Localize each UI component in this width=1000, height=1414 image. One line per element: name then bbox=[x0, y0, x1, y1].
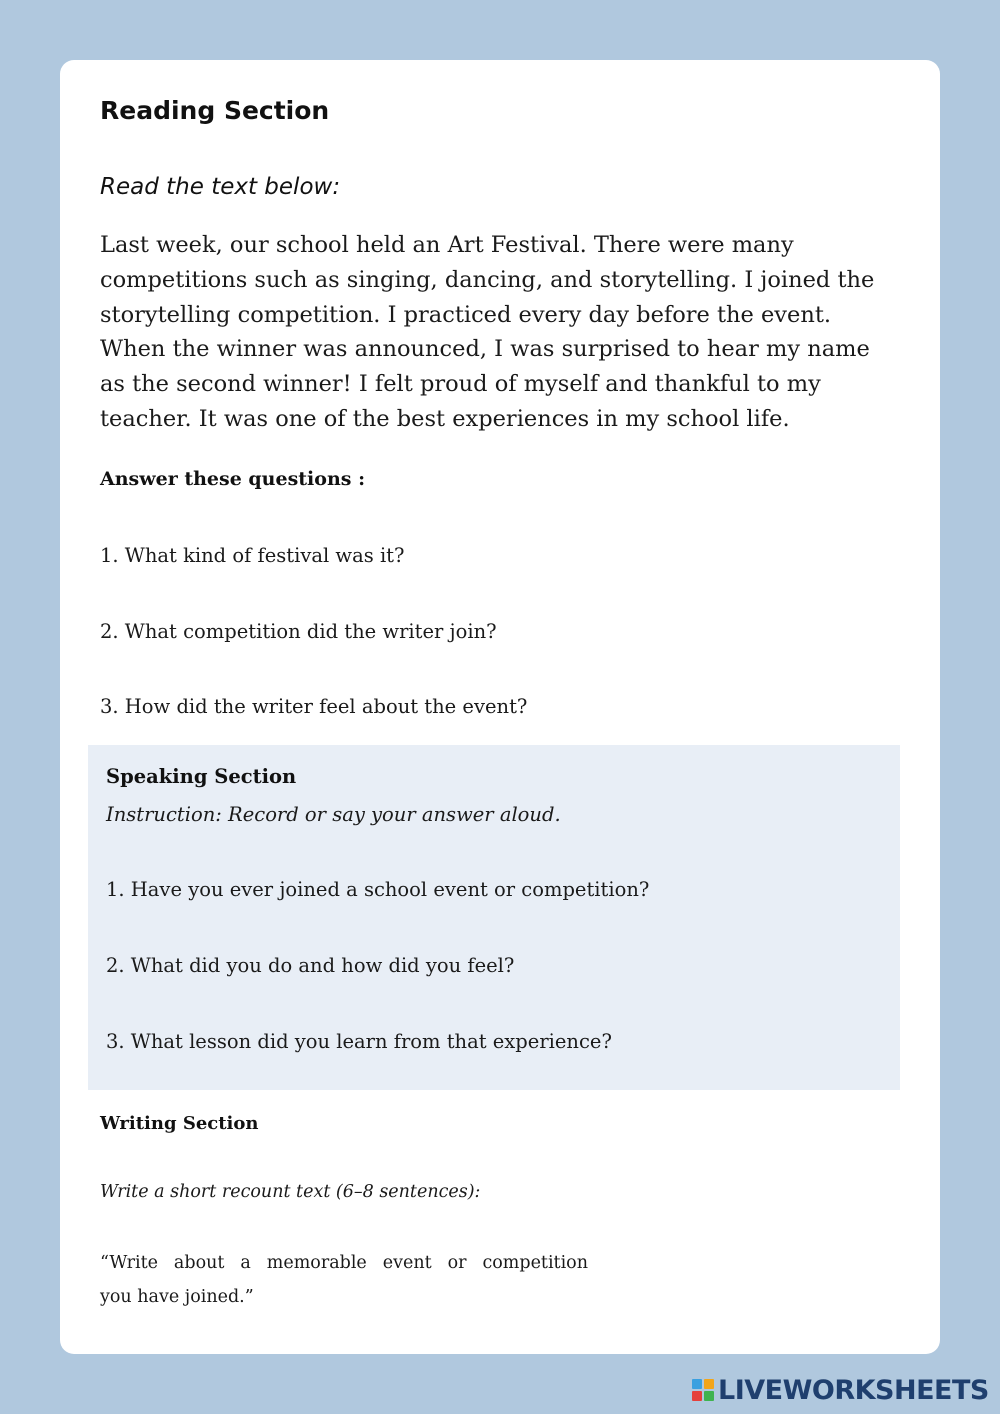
writing-prompt-line: “Write about a memorable event or competition bbox=[100, 1253, 588, 1273]
speaking-instruction: Instruction: Record or say your answer aloud. bbox=[106, 803, 561, 826]
passage-line: teacher. It was one of the best experiences in my school life. bbox=[100, 405, 790, 432]
passage-line: Last week, our school held an Art Festival. There were many bbox=[100, 232, 794, 258]
logo-tile bbox=[692, 1379, 702, 1389]
reading-instruction: Read the text below: bbox=[100, 174, 341, 200]
speaking-section bbox=[88, 745, 900, 1090]
reading-question-2: 2. What competition did the writer join? bbox=[100, 620, 497, 643]
passage-line: storytelling competition. I practiced every day before the event. bbox=[100, 301, 832, 328]
reading-passage bbox=[100, 228, 910, 437]
logo-tile bbox=[704, 1379, 714, 1389]
writing-prompt bbox=[100, 1246, 588, 1314]
writing-prompt-line: you have joined.” bbox=[100, 1287, 254, 1307]
speaking-question-2: 2. What did you do and how did you feel? bbox=[106, 954, 515, 977]
logo-tile bbox=[692, 1391, 702, 1401]
liveworksheets-brand bbox=[692, 1373, 989, 1407]
questions-heading: Answer these questions : bbox=[100, 468, 366, 490]
passage-line: competitions such as singing, dancing, and storytelling. I joined the bbox=[100, 266, 875, 293]
speaking-question-1: 1. Have you ever joined a school event or competition? bbox=[106, 878, 650, 901]
writing-instruction: Write a short recount text (6–8 sentences): bbox=[100, 1182, 481, 1202]
logo-tile bbox=[704, 1391, 714, 1401]
speaking-question-3: 3. What lesson did you learn from that experience? bbox=[106, 1030, 612, 1053]
brand-wordmark: LIVEWORKSHEETS bbox=[718, 1374, 989, 1406]
worksheet-card bbox=[60, 60, 940, 1354]
speaking-section-title: Speaking Section bbox=[106, 765, 297, 788]
liveworksheets-logo-icon bbox=[692, 1379, 714, 1401]
passage-line: as the second winner! I felt proud of myself and thankful to my bbox=[100, 371, 821, 398]
reading-question-3: 3. How did the writer feel about the event? bbox=[100, 695, 528, 718]
reading-question-1: 1. What kind of festival was it? bbox=[100, 544, 405, 567]
passage-line: When the winner was announced, I was surprised to hear my name bbox=[100, 336, 870, 363]
reading-section-title: Reading Section bbox=[100, 96, 330, 125]
writing-section-title: Writing Section bbox=[100, 1113, 259, 1134]
